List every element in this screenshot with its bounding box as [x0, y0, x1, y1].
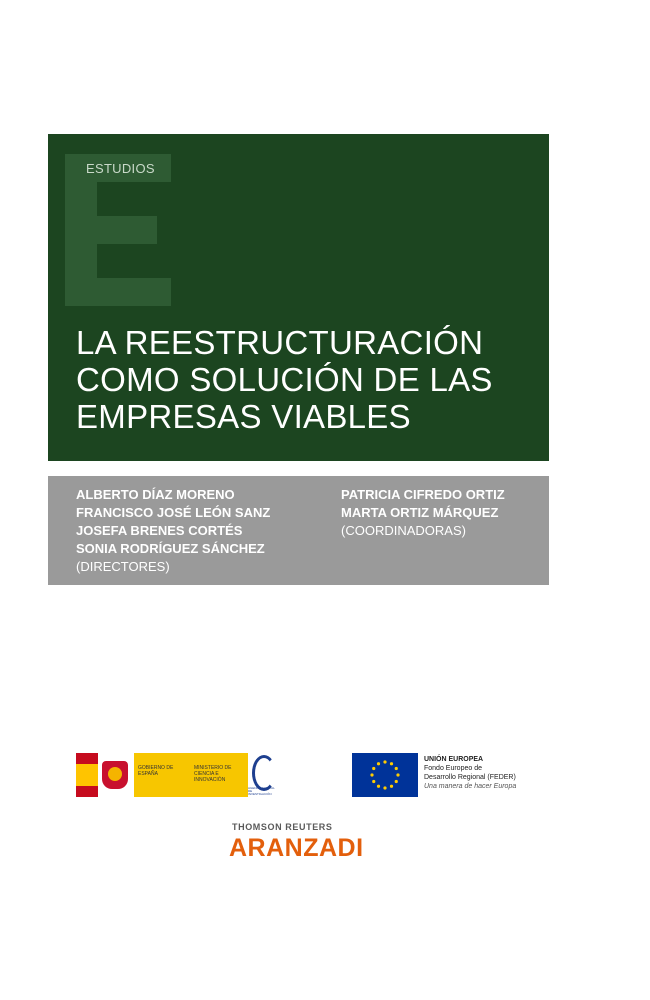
coordinator-name: MARTA ORTIZ MÁRQUEZ — [341, 505, 499, 520]
eu-star — [377, 785, 380, 788]
coordinator-name: PATRICIA CIFREDO ORTIZ — [341, 487, 505, 502]
director-name: ALBERTO DÍAZ MORENO — [76, 487, 235, 502]
eu-feder-logo — [352, 753, 542, 797]
director-name: FRANCISCO JOSÉ LEÓN SANZ — [76, 505, 271, 520]
series-label: ESTUDIOS — [86, 161, 155, 176]
eu-star — [395, 780, 398, 783]
authors-band — [48, 476, 549, 585]
eu-star — [395, 767, 398, 770]
eu-star — [370, 773, 373, 776]
eu-star — [372, 767, 375, 770]
eu-star — [390, 762, 393, 765]
directors-role: (DIRECTORES) — [76, 559, 170, 574]
eu-heading: UNIÓN EUROPEA — [424, 756, 484, 763]
title-line: EMPRESAS VIABLES — [76, 398, 411, 435]
ministry-logo — [76, 753, 275, 797]
coat-of-arms-icon — [102, 761, 128, 789]
eu-star — [390, 785, 393, 788]
coordinators-role: (COORDINADORAS) — [341, 523, 466, 538]
eu-star — [383, 760, 386, 763]
eu-star — [396, 773, 399, 776]
eu-stars-icon — [352, 753, 418, 797]
eu-star — [372, 780, 375, 783]
eu-text-block — [424, 755, 516, 791]
eu-star — [377, 762, 380, 765]
aei-label: AGENCIA ESTATAL DE INVESTIGACIÓN — [248, 786, 275, 796]
publisher-name: ARANZADI — [229, 834, 364, 862]
title-line: COMO SOLUCIÓN DE LAS — [76, 361, 493, 398]
directors-list — [76, 486, 270, 576]
eu-motto: Una manera de hacer Europa — [424, 783, 517, 790]
coordinators-list — [341, 486, 505, 540]
director-name: JOSEFA BRENES CORTÉS — [76, 523, 243, 538]
title-panel — [48, 134, 549, 461]
eu-star — [383, 786, 386, 789]
eu-fund-line-1: Fondo Europeo de — [424, 765, 482, 772]
eu-fund-line-2: Desarrollo Regional (FEDER) — [424, 774, 516, 781]
book-title — [76, 324, 536, 435]
ministry-banner — [134, 753, 248, 797]
director-name: SONIA RODRÍGUEZ SÁNCHEZ — [76, 541, 265, 556]
gobierno-label: GOBIERNO DE ESPAÑA — [138, 765, 174, 777]
ministerio-label: MINISTERIO DE CIENCIA E INNOVACIÓN — [194, 765, 232, 783]
spain-flag-icon — [76, 753, 98, 797]
big-letter-e-icon — [65, 154, 171, 306]
title-line: LA REESTRUCTURACIÓN — [76, 324, 484, 361]
publisher-parent: THOMSON REUTERS — [232, 822, 333, 832]
aei-logo-icon — [248, 753, 276, 797]
eu-flag-icon — [352, 753, 418, 797]
